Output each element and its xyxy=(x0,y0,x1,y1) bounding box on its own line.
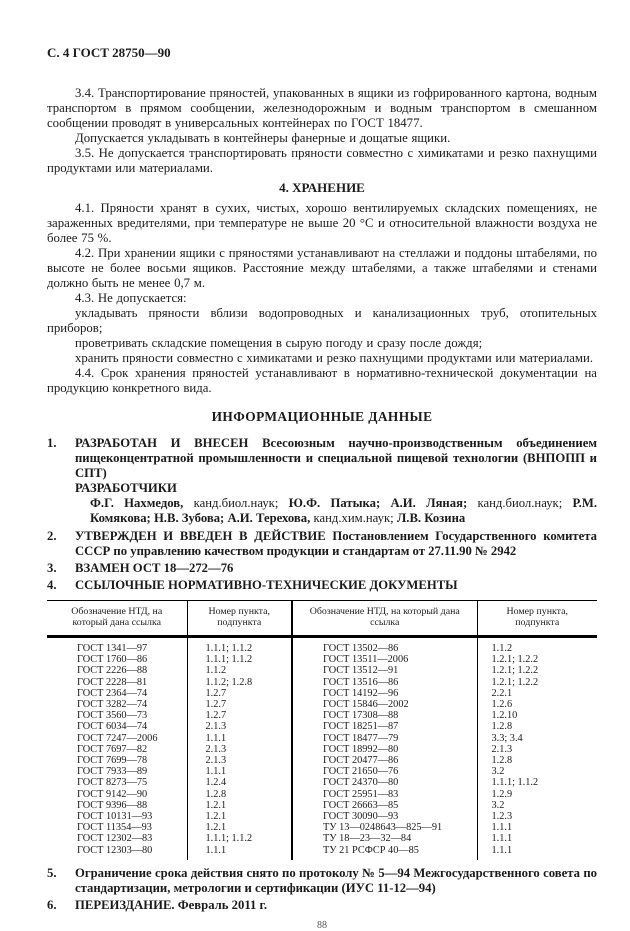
ntd-clause-cell: 3.3; 3.4 xyxy=(491,732,523,744)
ntd-clause-cell: 1.1.2 xyxy=(491,642,513,654)
paragraph-3-5: 3.5. Не допускается транспортировать пряности совместно с химикатами и резко пахнущими продуктами или материалами. xyxy=(47,146,597,175)
ntd-clause-cell: 1.1.2 xyxy=(187,665,292,676)
ntd-clause-cell: 1.2.6 xyxy=(491,698,513,710)
paragraph-4-3-item-b: проветривать складские помещения в сырую погоду и сразу после дождя; xyxy=(75,336,483,350)
section-4-heading: 4. ХРАНЕНИЕ xyxy=(279,180,365,195)
ntd-clause-cell: 1.2.1; 1.2.2 xyxy=(491,665,539,677)
info-item-5-text: Ограничение срока действия снято по протоколу № 5—94 Межгосударственного совета по стандартизации, метрологии и сертификации (ИУС 11-12—94) xyxy=(75,865,597,895)
table-row xyxy=(47,766,597,777)
ntd-designation-cell: ГОСТ 18251—87 xyxy=(292,721,477,732)
info-item-3-number: 3. xyxy=(47,560,57,575)
developers-line xyxy=(90,496,597,526)
ntd-clause-cell: 1.1.1 xyxy=(491,833,513,845)
developer-degree: канд.биол.наук; xyxy=(183,496,289,511)
ntd-designation-cell: ГОСТ 2226—88 xyxy=(47,665,187,676)
info-item-1-subtitle: РАЗРАБОТЧИКИ xyxy=(75,481,177,496)
running-header: С. 4 ГОСТ 28750—90 xyxy=(47,45,171,60)
ntd-clause-cell: 1.2.1 xyxy=(187,822,292,833)
ntd-designation-cell: ГОСТ 12302—83 xyxy=(47,833,187,844)
info-item-2-number: 2. xyxy=(47,528,57,543)
developer-name: Л.В. Козина xyxy=(396,511,466,526)
table-row xyxy=(47,777,597,788)
ntd-clause-cell: 2.1.3 xyxy=(491,743,513,755)
ntd-clause-cell: 1.2.7 xyxy=(187,710,292,721)
column-header-designation-right: Обозначение НТД, на который дана ссылка xyxy=(292,600,477,636)
ntd-designation-cell: ГОСТ 7933—89 xyxy=(47,766,187,777)
ntd-designation-cell: ГОСТ 3560—73 xyxy=(47,710,187,721)
column-header-clause-right: Номер пункта, подпункта xyxy=(477,600,597,636)
paragraph-4-3: 4.3. Не допускается: xyxy=(75,291,187,305)
developer-degree: канд.биол.наук; xyxy=(467,496,573,511)
ntd-clause-cell: 2.1.3 xyxy=(187,721,292,732)
ntd-clause-cell: 1.2.9 xyxy=(491,788,513,800)
developer-name: Ф.Г. Нахмедов, xyxy=(90,496,184,511)
info-item-2 xyxy=(47,529,597,559)
ntd-designation-cell: ГОСТ 13512—91 xyxy=(292,665,477,676)
table-row xyxy=(47,822,597,833)
ntd-clause-cell: 2.1.3 xyxy=(187,755,292,766)
ntd-designation-cell: ГОСТ 11354—93 xyxy=(47,822,187,833)
ntd-clause-cell: 1.1.1; 1.1.2 xyxy=(187,654,292,665)
ntd-clause-cell: 1.2.8 xyxy=(491,754,513,766)
ntd-designation-cell: ГОСТ 7699—78 xyxy=(47,755,187,766)
reference-documents-table xyxy=(47,600,597,860)
ntd-designation-cell: ТУ 13—0248643—825—91 xyxy=(292,822,477,833)
table-row xyxy=(47,755,597,766)
table-row xyxy=(47,665,597,676)
table-row xyxy=(47,789,597,800)
info-item-4 xyxy=(47,578,597,593)
info-item-4-number: 4. xyxy=(47,577,57,592)
paragraph-4-3-item-a: укладывать пряности вблизи водопроводных и канализационных труб, отопительных приборов; xyxy=(47,306,597,335)
ntd-designation-cell: ГОСТ 18477—79 xyxy=(292,733,477,744)
ntd-clause-cell: 1.2.1; 1.2.2 xyxy=(491,676,539,688)
info-item-6-text: ПЕРЕИЗДАНИЕ. Февраль 2011 г. xyxy=(75,897,268,912)
info-item-1-number: 1. xyxy=(47,436,57,450)
info-item-3 xyxy=(47,561,597,576)
table-row xyxy=(47,733,597,744)
ntd-designation-cell: ГОСТ 9396—88 xyxy=(47,800,187,811)
paragraph-3-4-note: Допускается укладывать в контейнеры фанерные и дощатые ящики. xyxy=(75,131,451,145)
ntd-designation-cell: ГОСТ 9142—90 xyxy=(47,789,187,800)
table-row xyxy=(47,800,597,811)
table-row xyxy=(47,710,597,721)
ntd-clause-cell: 1.2.3 xyxy=(491,810,513,822)
ntd-designation-cell: ГОСТ 10131—93 xyxy=(47,811,187,822)
info-item-6-number: 6. xyxy=(47,897,57,912)
ntd-designation-cell: ГОСТ 24370—80 xyxy=(292,777,477,788)
paragraph-3-4: 3.4. Транспортирование пряностей, упакованных в ящики из гофрированного картона, водным транспортом в прямом сообщении, железнодорожным и водным транспортом в смешанном сообщении проводят в универсальных контейнерах по ГОСТ 18477. xyxy=(47,86,597,130)
ntd-designation-cell: ГОСТ 15846—2002 xyxy=(292,699,477,710)
ntd-designation-cell: ТУ 18—23—32—84 xyxy=(292,833,477,844)
table-row xyxy=(47,845,597,860)
ntd-clause-cell: 1.1.1; 1.1.2 xyxy=(491,777,539,789)
paragraph-4-3-item-c: хранить пряности совместно с химикатами и резко пахнущими продуктами или материалами. xyxy=(75,351,594,365)
table-row xyxy=(47,688,597,699)
ntd-designation-cell: ГОСТ 7247—2006 xyxy=(47,733,187,744)
ntd-clause-cell: 1.1.1; 1.1.2 xyxy=(187,833,292,844)
column-header-clause-left: Номер пункта, подпункта xyxy=(187,600,292,636)
paragraph-4-4: 4.4. Срок хранения пряностей устанавливают в нормативно-технической документации на продукцию конкретного вида. xyxy=(47,366,597,395)
ntd-clause-cell: 3.2 xyxy=(491,799,505,811)
ntd-clause-cell: 1.2.8 xyxy=(187,789,292,800)
developer-name: Ю.Ф. Патыка; А.И. Ляная; xyxy=(288,496,468,511)
column-header-designation-left: Обозначение НТД, на который дана ссылка xyxy=(47,600,187,636)
ntd-designation-cell: ГОСТ 1760—86 xyxy=(47,654,187,665)
ntd-clause-cell: 1.1.1 xyxy=(187,766,292,777)
ntd-clause-cell: 3.2 xyxy=(491,766,505,778)
ntd-table-body xyxy=(47,636,597,859)
developer-degree: канд.хим.наук; xyxy=(310,511,397,526)
ntd-designation-cell: ГОСТ 6034—74 xyxy=(47,721,187,732)
info-item-1-text: РАЗРАБОТАН И ВНЕСЕН Всесоюзным научно-производственным объединением пищеконцентратной промышленности и специальной пищевой технологии (ВНПОПП и СПТ) xyxy=(75,436,597,481)
table-row xyxy=(47,636,597,654)
ntd-designation-cell: ГОСТ 7697—82 xyxy=(47,744,187,755)
info-item-2-text: УТВЕРЖДЕН И ВВЕДЕН В ДЕЙСТВИЕ Постановлением Государственного комитета СССР по управлению качеством продукции и стандартам от 27.11.90 № 2942 xyxy=(75,528,597,558)
table-row xyxy=(47,699,597,710)
ntd-clause-cell: 1.1.1 xyxy=(491,822,513,834)
info-item-5 xyxy=(47,866,597,896)
table-row xyxy=(47,811,597,822)
ntd-clause-cell: 1.1.1 xyxy=(491,844,513,856)
ntd-clause-cell: 1.2.10 xyxy=(491,710,518,722)
ntd-designation-cell: ГОСТ 30090—93 xyxy=(292,811,477,822)
ntd-clause-cell: 1.1.1 xyxy=(187,733,292,744)
ntd-designation-cell: ГОСТ 14192—96 xyxy=(292,688,477,699)
ntd-designation-cell: ГОСТ 18992—80 xyxy=(292,744,477,755)
paragraph-4-1: 4.1. Пряности хранят в сухих, чистых, хорошо вентилируемых складских помещениях, не зараженных вредителями, при температуре не выше 20 °С и относительной влажности воздуха не более 75 %. xyxy=(47,201,597,245)
ntd-clause-cell: 1.1.1; 1.1.2 xyxy=(187,636,292,654)
ntd-clause-cell: 1.1.1 xyxy=(187,845,292,860)
ntd-designation-cell: ГОСТ 1341—97 xyxy=(47,636,187,654)
info-item-6 xyxy=(47,898,597,913)
ntd-clause-cell: 1.2.1 xyxy=(187,811,292,822)
ntd-designation-cell: ГОСТ 3282—74 xyxy=(47,699,187,710)
ntd-designation-cell: ГОСТ 13502—86 xyxy=(292,636,477,654)
ntd-clause-cell: 1.1.2; 1.2.8 xyxy=(187,677,292,688)
info-item-3-text: ВЗАМЕН ОСТ 18—272—76 xyxy=(75,560,234,575)
info-item-1 xyxy=(47,436,597,527)
table-header-row xyxy=(47,600,597,636)
ntd-clause-cell: 1.2.7 xyxy=(187,688,292,699)
ntd-clause-cell: 2.2.1 xyxy=(491,687,513,699)
developer-name: Р.М. Комякова; Н.В. Зубова; А.И. Терехова, xyxy=(90,496,597,526)
ntd-designation-cell: ГОСТ 25951—83 xyxy=(292,789,477,800)
ntd-clause-cell: 1.2.7 xyxy=(187,699,292,710)
ntd-clause-cell: 2.1.3 xyxy=(187,744,292,755)
paragraph-4-2: 4.2. При хранении ящики с пряностями устанавливают на стеллажи и поддоны штабелями, по высоте не более восьми ящиков. Расстояние между штабелями, а также штабелями и стенами должно быть не менее 0,7 м. xyxy=(47,246,597,290)
info-item-4-text: ССЫЛОЧНЫЕ НОРМАТИВНО-ТЕХНИЧЕСКИЕ ДОКУМЕНТЫ xyxy=(75,577,458,592)
ntd-designation-cell: ГОСТ 2364—74 xyxy=(47,688,187,699)
table-row xyxy=(47,677,597,688)
table-row xyxy=(47,744,597,755)
informational-data-heading: ИНФОРМАЦИОННЫЕ ДАННЫЕ xyxy=(211,409,433,424)
page-number: 88 xyxy=(317,920,327,931)
ntd-designation-cell: ГОСТ 20477—86 xyxy=(292,755,477,766)
ntd-designation-cell: ГОСТ 8273—75 xyxy=(47,777,187,788)
ntd-designation-cell: ГОСТ 13511—2006 xyxy=(292,654,477,665)
ntd-clause-cell: 1.2.1 xyxy=(187,800,292,811)
ntd-clause-cell: 1.2.4 xyxy=(187,777,292,788)
info-item-5-number: 5. xyxy=(47,865,57,880)
table-row xyxy=(47,721,597,732)
ntd-designation-cell: ГОСТ 13516—86 xyxy=(292,677,477,688)
ntd-designation-cell: ТУ 21 РСФСР 40—85 xyxy=(292,845,477,860)
table-row xyxy=(47,833,597,844)
ntd-designation-cell: ГОСТ 26663—85 xyxy=(292,800,477,811)
ntd-designation-cell: ГОСТ 12303—80 xyxy=(47,845,187,860)
ntd-clause-cell: 1.2.1; 1.2.2 xyxy=(491,654,539,666)
ntd-designation-cell: ГОСТ 21650—76 xyxy=(292,766,477,777)
ntd-clause-cell: 1.2.8 xyxy=(491,721,513,733)
ntd-designation-cell: ГОСТ 2228—81 xyxy=(47,677,187,688)
table-row xyxy=(47,654,597,665)
ntd-designation-cell: ГОСТ 17308—88 xyxy=(292,710,477,721)
